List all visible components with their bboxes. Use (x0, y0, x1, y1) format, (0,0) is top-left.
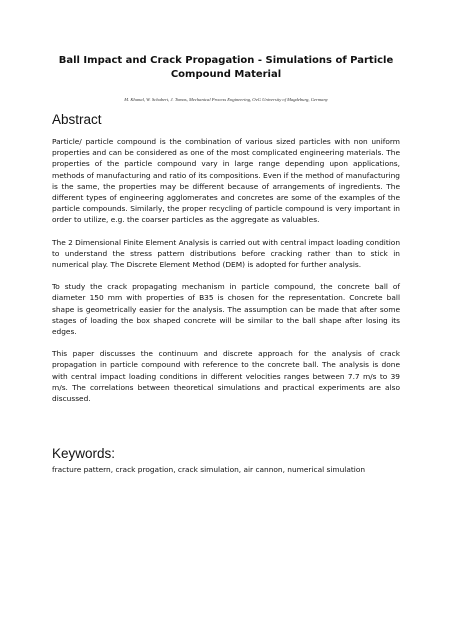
abstract-paragraph: Particle/ particle compound is the combination of various sized particles with non uniform properties and can be considered as one of the most complicated engineering materials. The properties of the particle compound vary in large range depending upon applications, methods of manufacturing and ratio of its compositions. Even if the method of manufacturing is the same, the properties may be different because of arrangements of ingredients. The different types of engineering agglomerates and concretes are some of the examples of the particle compounds. Similarly, the proper recycling of particle compound is very important in order to utilize, e.g. the coarser particles as the aggregate as valuables. (52, 137, 400, 225)
abstract-paragraph: This paper discusses the continuum and discrete approach for the analysis of crack propagation in particle compound with reference to the concrete ball. The analysis is done with central impact loading conditions in different velocities ranges between 7.7 m/s to 39 m/s. The correlations between theoretical simulations and practical experiments are also discussed. (52, 349, 400, 404)
keywords-list: fracture pattern, crack progation, crack simulation, air cannon, numerical simulation (52, 465, 366, 474)
abstract-paragraph: The 2 Dimensional Finite Element Analysis is carried out with central impact loading condition to understand the stress pattern distributions before cracking rather than to stick in numerical play. The Discrete Element Method (DEM) is adopted for further analysis. (52, 237, 401, 270)
abstract-heading: Abstract (52, 112, 102, 127)
abstract-body (52, 136, 400, 415)
abstract-paragraph: To study the crack propagating mechanism in particle compound, the concrete ball of diameter 150 mm with properties of B35 is chosen for the representation. Concrete ball shape is geometrically easier for the analysis. The assumption can be made that after some stages of loading the box shaped concrete will be similar to the ball shape after losing its edges. (52, 282, 400, 337)
keywords-heading: Keywords: (52, 446, 116, 461)
author-line: M. Khanal, W. Schubert, J. Tomas, Mechanical Process Engineering, OvG University of Magdeburg, Germany (124, 97, 328, 102)
paper-title: Ball Impact and Crack Propagation - Simulations of Particle Compound Material (58, 55, 394, 80)
